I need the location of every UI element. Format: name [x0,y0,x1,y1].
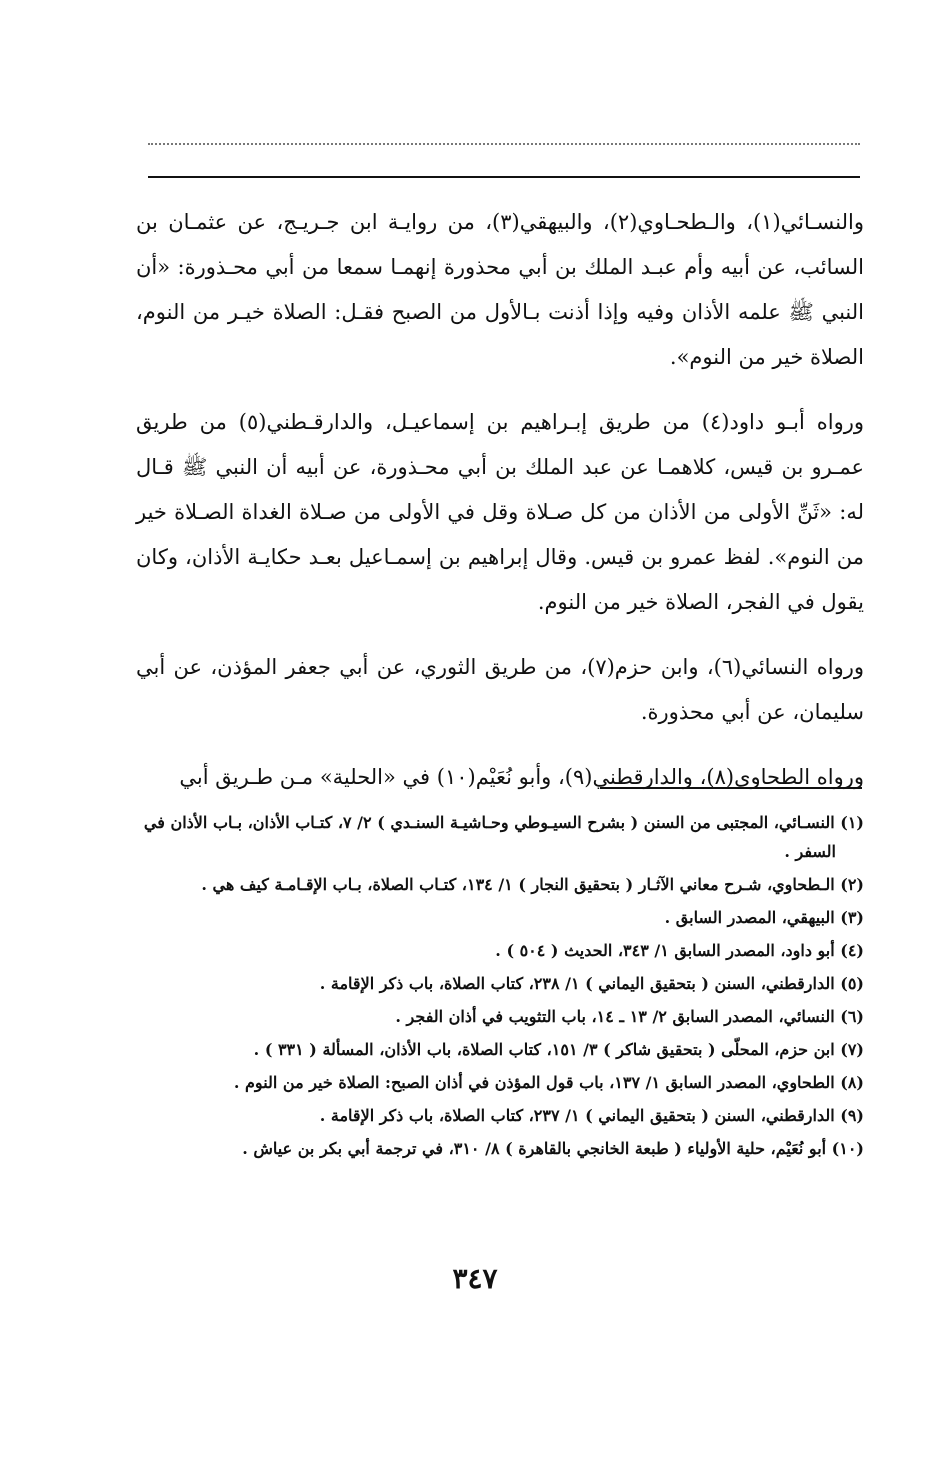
footnote-rule [600,787,862,789]
paragraph: والنسـائي(١)، والـطحـاوي(٢)، والبيهقي(٣)، من روايـة ابن جـريـج، عن عثمـان بن السائب، عن أبيه وأم عبـد الملك بن أبي محذورة إنهمـا سمعا من أبي محـذورة: «أن النبي ﷺ علمه الأذان وفيه وإذا أذنت بـالأول من الصبح فقـل: الصلاة خيـر من النوم، الصلاة خير من النوم». [136,210,864,369]
page-number: ٣٤٧ [452,1262,498,1295]
footnote: (٤) أبو داود، المصدر السابق ١/ ٣٤٣، الحديث ( ٥٠٤ ) . [495,941,864,960]
footnote: (٨) الطحاوي، المصدر السابق ١/ ١٣٧، باب قول المؤذن في أذان الصبح: الصلاة خير من النوم . [233,1073,864,1092]
footnote: (١٠) أبو نُعَيْم، حلية الأولياء ( طبعة الخانجي بالقاهرة ) ٨/ ٣١٠، في ترجمة أبي بكر بن عياش . [242,1139,864,1158]
paragraph: ورواه أبـو داود(٤) من طريق إبـراهيم بن إسماعيـل، والدارقـطني(٥) من طريق عمـرو بن قيس، كلاهمـا عن عبد الملك بن أبي محـذورة، عن أبيه أن النبي ﷺ قـال له: «ثَنِّ الأولى من الأذان من كل صـلاة وقل في الأولى من صـلاة الغداة الصـلاة خير من النوم». لفظ عمرو بن قيس. وقال إبراهيم بن إسمـاعيل بعـد حكايـة الأذان، وكان يقول في الفجر، الصلاة خير من النوم. [136,410,864,614]
footnote: (٩) الدارقطني، السنن ( بتحقيق اليماني ) ١/ ٢٣٧، كتاب الصلاة، باب ذكر الإقامة . [319,1106,864,1125]
footnote: (١) النسـائي، المجتبى من السنن ( بشرح السيـوطي وحـاشيـة السنـدي ) ٢/ ٧، كتـاب الأذان، بـاب الأذان في السفر . [143,813,864,861]
footnote: (٦) النسائي، المصدر السابق ٢/ ١٣ ـ ١٤، باب التثويب في أذان الفجر . [395,1007,864,1026]
footnotes [130,808,864,1167]
footnote: (٢) الـطحاوي، شـرح معاني الآثـار ( بتحقيق النجار ) ١/ ١٣٤، كتـاب الصلاة، بـاب الإقـامـة كيف هي . [201,875,864,894]
footnote: (٣) البيهقي، المصدر السابق . [664,908,864,927]
paragraph: ورواه الطحاوي(٨)، والدارقطني(٩)، وأبو نُعَيْم(١٠) في «الحلية» مـن طـريق أبي [179,765,864,789]
footnote: (٥) الدارقطني، السنن ( بتحقيق اليماني ) ١/ ٢٣٨، كتاب الصلاة، باب ذكر الإقامة . [319,974,864,993]
paragraph: ورواه النسائي(٦)، وابن حزم(٧)، من طريق الثوري، عن أبي جعفر المؤذن، عن أبي سليمان، عن أبي محذورة. [136,655,864,724]
top-rule [148,176,860,178]
footnote: (٧) ابن حزم، المحلّى ( بتحقيق شاكر ) ٣/ ١٥١، كتاب الصلاة، باب الأذان، المسألة ( ٣٣١ ) . [253,1040,864,1059]
main-text [136,200,864,820]
top-dotted-rule [148,143,860,145]
